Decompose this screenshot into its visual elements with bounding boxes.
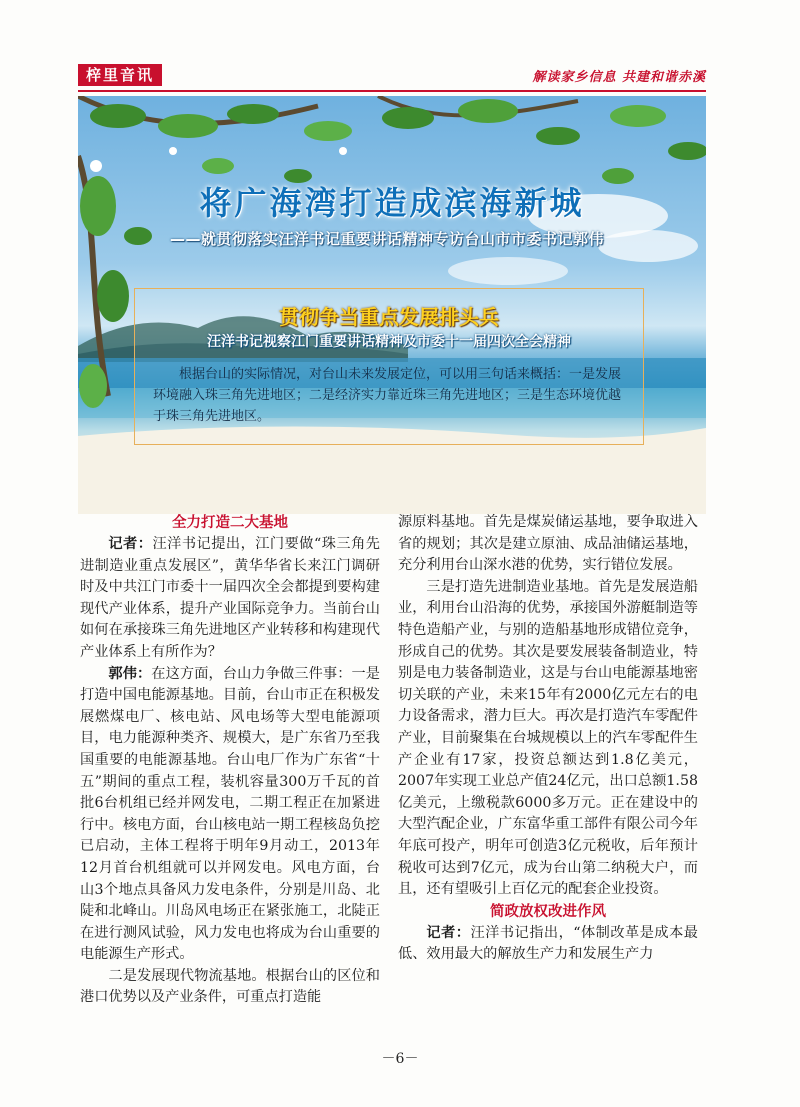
summary-subtitle: 汪洋书记视察江门重要讲话精神及市委十一届四次全会精神 xyxy=(207,334,571,350)
speaker-label: 记者： xyxy=(426,924,471,941)
summary-box xyxy=(134,288,644,445)
paragraph xyxy=(398,923,698,966)
speaker-label: 郭伟： xyxy=(108,665,152,682)
section-heading-reform: 简政放权改进作风 xyxy=(490,903,606,920)
summary-text: 根据台山的实际情况，对台山未来发展定位，可以用三句话来概括：一是发展环境融入珠三角先进地区；二是经济实力靠近珠三角先进地区；三是生态环境优越于珠三角先进地区。 xyxy=(153,367,622,424)
paragraph-text: 汪洋书记提出，江门要做“珠三角先进制造业重点发展区”，黄华华省长来江门调研时及中共江门市委十一届四次全会都提到要构建现代产业体系，提升产业国际竞争力。当前台山如何在承接珠三角先进地区产业转移和构建现代产业体系上有所作为？ xyxy=(80,536,380,660)
right-column xyxy=(398,512,698,966)
article-subtitle: ——就贯彻落实汪洋书记重要讲话精神专访台山市市委书记郭伟 xyxy=(170,230,605,248)
paragraph xyxy=(80,534,380,664)
paragraph-text: 在这方面，台山力争做三件事：一是打造中国电能源基地。目前，台山市正在积极发展燃煤电厂、核电站、风电场等大型电能源项目，电力能源种类齐、规模大，是广东省乃至我国重要的电能源基地。台山电厂作为广东省“十五”期间的重点工程，装机容量300万千瓦的首批6台机组已经并网发电，二期工程正在加紧进行中。核电方面，台山核电站一期工程核岛负挖已启动，主体工程将于明年9月动工，2013年12月首台机组就可以并网发电。风电方面，台山3个地点具备风力发电条件，分别是川岛、北陡和北峰山。川岛风电场正在紧张施工，北陡正在进行测风试验，风力发电也将成为台山重要的电能源生产形式。 xyxy=(80,665,380,963)
header-slogan: 解读家乡信息 共建和谐赤溪 xyxy=(532,70,706,85)
paragraph: 三是打造先进制造业基地。首先是发展造船业，利用台山沿海的优势，承接国外游艇制造等特色造船产业，与别的造船基地形成错位竞争，形成自己的优势。其次是要发展装备制造业，特别是电力装备制造业，这是与台山电能源基地密切关联的产业，未来15年有2000亿元左右的电力设备需求，潜力巨大。再次是打造汽车零配件产业，目前聚集在台城规模以上的汽车零配件生产企业有17家，投资总额达到1.8亿美元，2007年实现工业总产值24亿元，出口总额1.58亿美元，上缴税款6000多万元。正在建设中的大型汽配企业，广东富华重工部件有限公司今年年底可投产，明年可创造3亿元税收，后年预计税收可达到7亿元，成为台山第二纳税大户，而且，还有望吸引上百亿元的配套企业投资。 xyxy=(398,578,698,898)
speaker-label: 记者： xyxy=(108,536,153,552)
column-name-badge: 梓里音讯 xyxy=(78,64,162,86)
page-header xyxy=(78,62,706,90)
section-heading-bases: 全力打造二大基地 xyxy=(172,515,288,531)
page-number: －6－ xyxy=(381,1051,419,1067)
article-title: 将广海湾打造成滨海新城 xyxy=(199,184,585,222)
paragraph: 源原料基地。首先是煤炭储运基地，要争取进入省的规划；其次是建立原油、成品油储运基地，充分利用台山深水港的优势，实行错位发展。 xyxy=(398,514,698,574)
header-rule xyxy=(78,90,706,92)
summary-title: 贯彻争当重点发展排头兵 xyxy=(279,305,499,329)
left-column xyxy=(80,512,380,1009)
paragraph xyxy=(80,664,380,966)
paragraph-text: 汪洋书记指出，“体制改革是成本最低、效用最大的解放生产力和发展生产力 xyxy=(398,924,698,963)
hero-banner xyxy=(78,96,706,514)
paragraph: 二是发展现代物流基地。根据台山的区位和港口优势以及产业条件，可重点打造能 xyxy=(80,967,380,1006)
